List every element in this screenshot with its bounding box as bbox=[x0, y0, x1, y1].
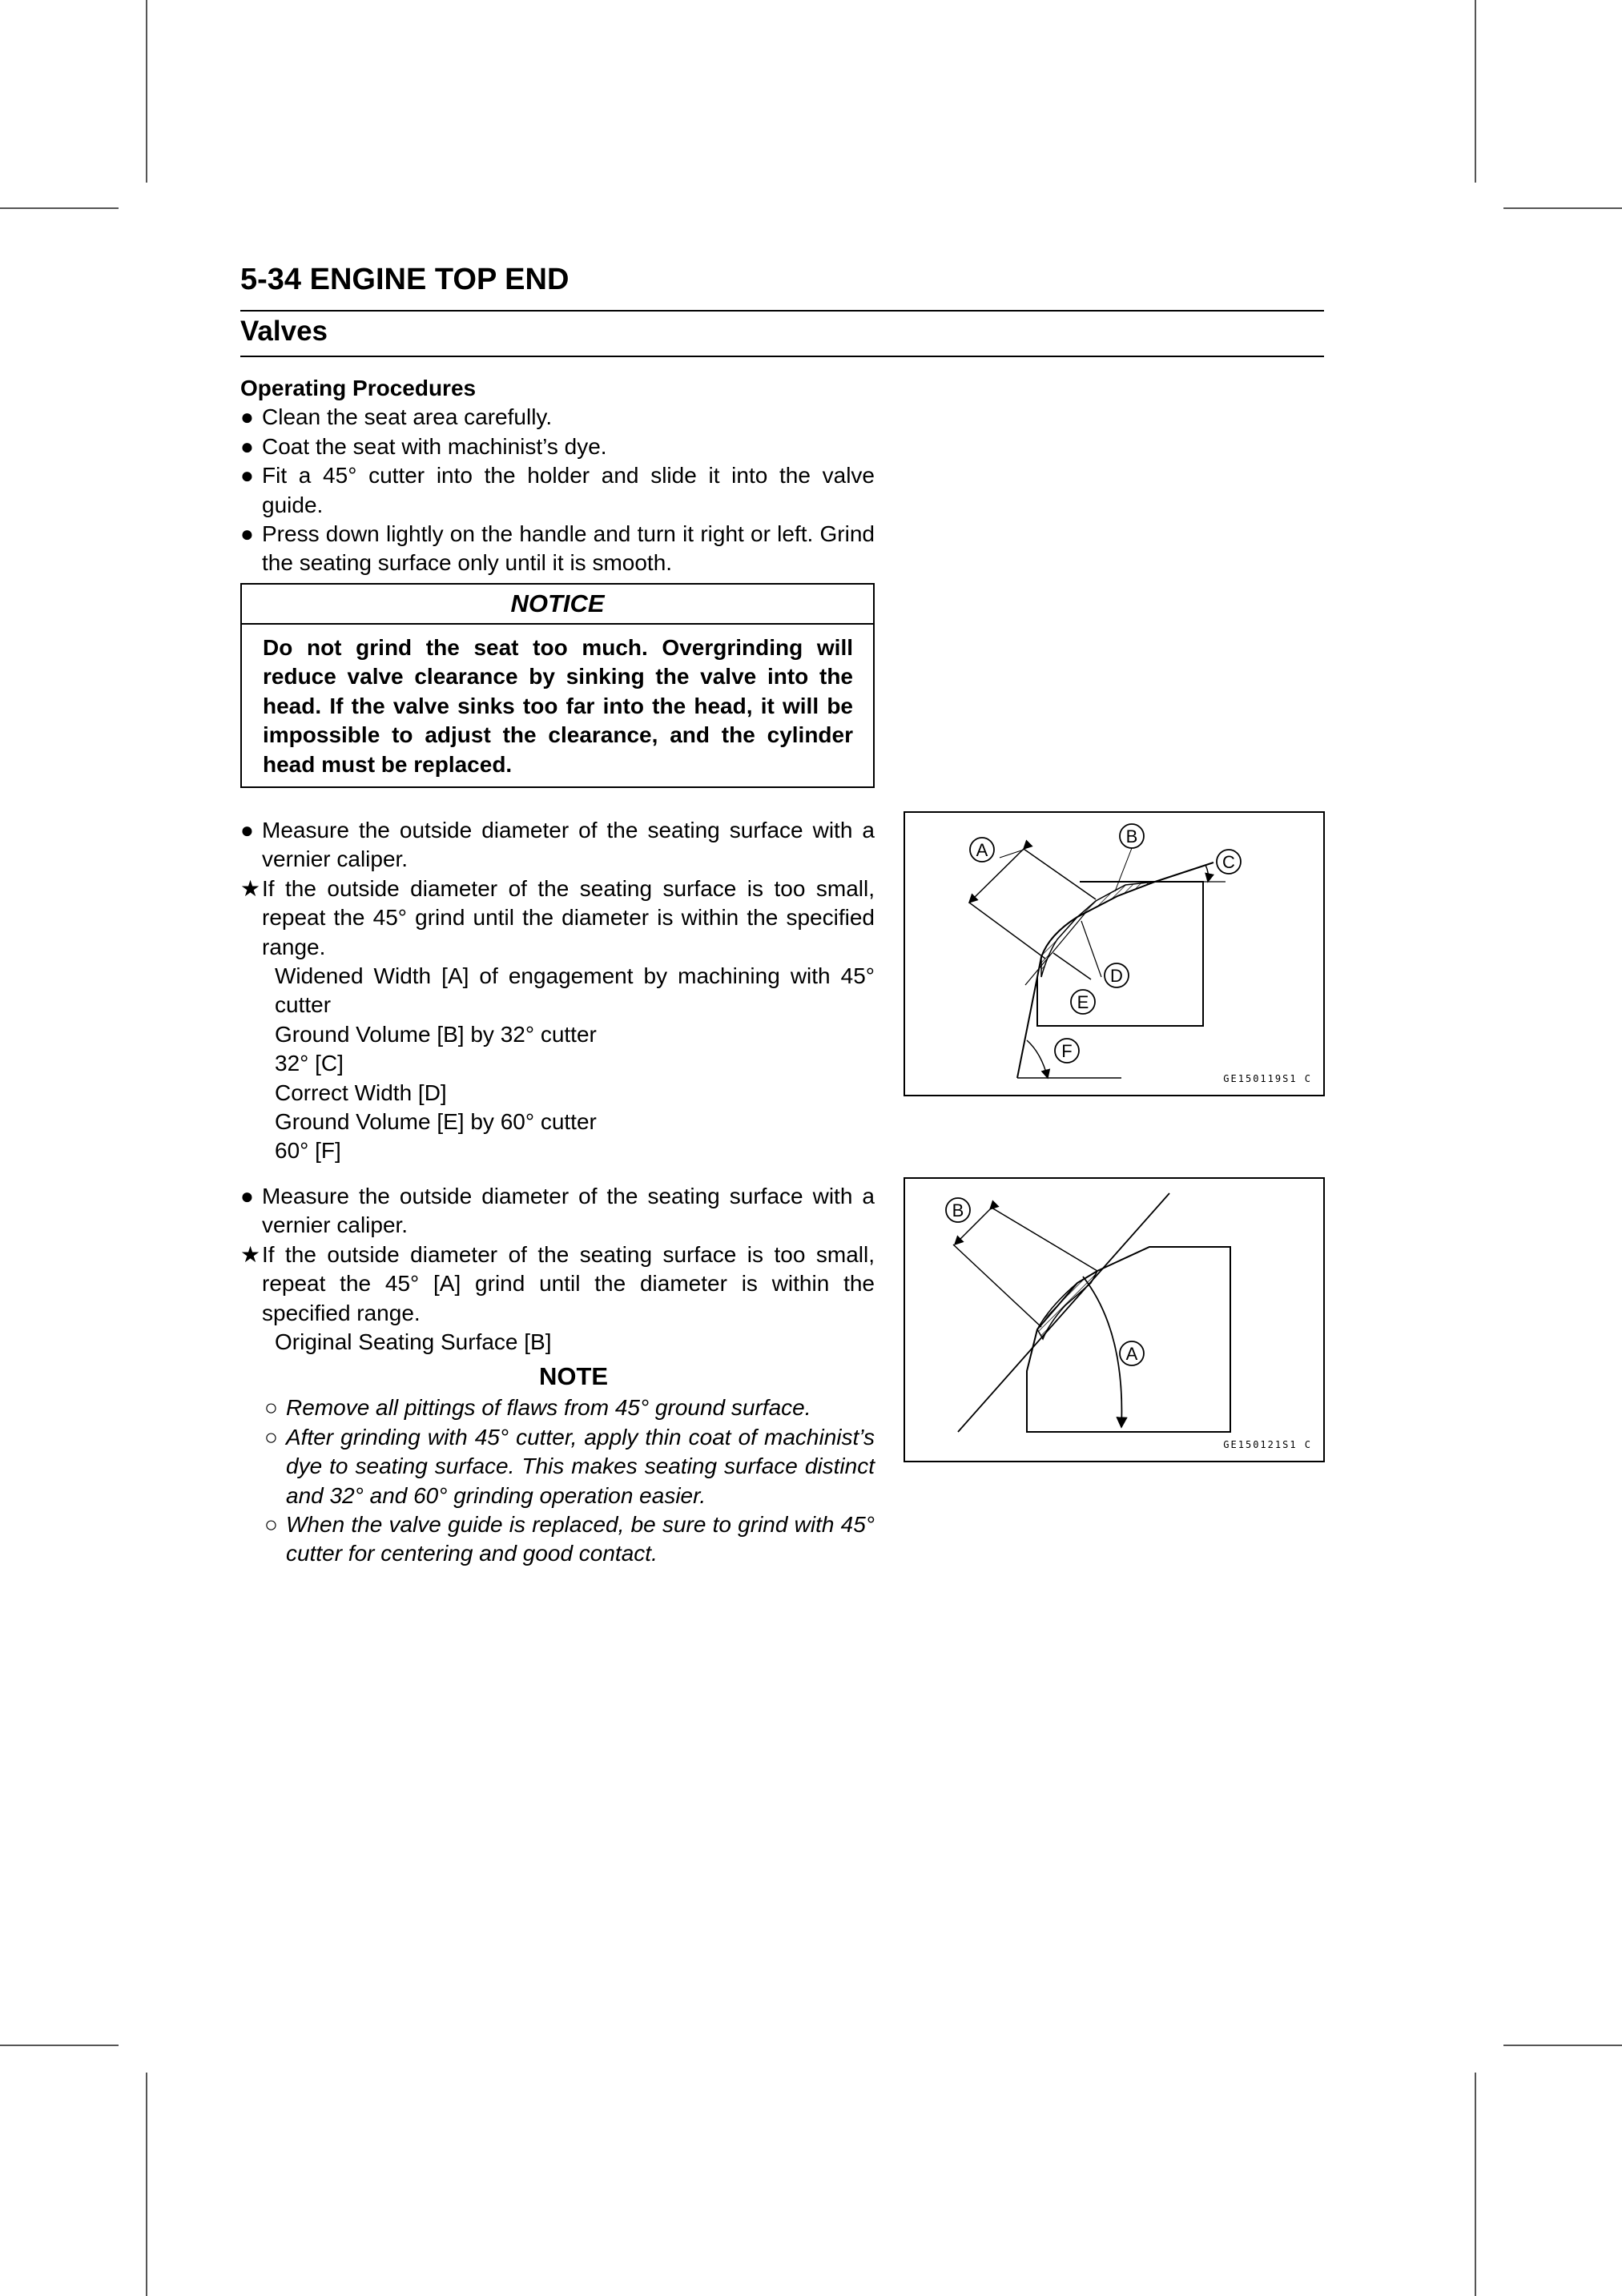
label-a bbox=[970, 838, 994, 862]
figure-code: GE150119S1 C bbox=[1223, 1073, 1312, 1084]
legend-item: Correct Width [D] bbox=[275, 1080, 447, 1105]
condition-step: ★ If the outside diameter of the seating surface is too small, repeat the 45° grind until the diameter is within the specified range. bbox=[240, 875, 875, 959]
subheading: Operating Procedures bbox=[240, 376, 477, 400]
svg-text:B: B bbox=[1125, 826, 1138, 846]
bullet-icon: ● bbox=[240, 1184, 254, 1208]
procedure-step: ● Coat the seat with machinist’s dye. bbox=[240, 432, 875, 461]
measurement-block-1 bbox=[240, 816, 875, 1166]
label-d bbox=[1105, 963, 1129, 987]
circle-bullet-icon: ○ bbox=[264, 1395, 278, 1421]
svg-text:A: A bbox=[1125, 1344, 1138, 1364]
legend-item: Ground Volume [B] by 32° cutter bbox=[275, 1021, 597, 1047]
label-c bbox=[1217, 850, 1241, 874]
notice-box bbox=[240, 583, 875, 788]
condition-step: ★ If the outside diameter of the seating surface is too small, repeat the 45° [A] grind until the diameter is within the specified range. bbox=[240, 1241, 875, 1325]
note-item: ○ When the valve guide is replaced, be sure to grind with 45° cutter for centering and good contact. bbox=[264, 1512, 875, 1566]
bullet-icon: ● bbox=[240, 463, 254, 489]
crop-mark bbox=[1475, 0, 1476, 183]
bullet-icon: ● bbox=[240, 521, 254, 547]
header-rule bbox=[240, 310, 1324, 312]
label-b bbox=[946, 1198, 970, 1222]
legend-item: 32° [C] bbox=[275, 1051, 344, 1076]
star-icon: ★ bbox=[240, 1241, 261, 1267]
legend-item: Original Seating Surface [B] bbox=[275, 1329, 552, 1355]
bullet-icon: ● bbox=[240, 404, 254, 430]
legend-item: 60° [F] bbox=[275, 1138, 341, 1164]
figure-code: GE150121S1 C bbox=[1223, 1439, 1312, 1450]
crop-mark bbox=[146, 0, 147, 183]
circle-bullet-icon: ○ bbox=[264, 1424, 278, 1450]
note-item: ○ Remove all pittings of flaws from 45° ground surface. bbox=[264, 1393, 875, 1422]
label-f bbox=[1055, 1039, 1079, 1063]
label-a bbox=[1120, 1341, 1144, 1365]
crop-mark bbox=[1503, 207, 1622, 209]
valve-seat-diagram bbox=[905, 1179, 1323, 1461]
svg-text:A: A bbox=[976, 840, 988, 860]
note-title: NOTE bbox=[538, 1362, 609, 1391]
legend-item: Widened Width [A] of engagement by machining with 45° cutter bbox=[275, 963, 875, 1018]
svg-text:B: B bbox=[952, 1200, 964, 1220]
crop-mark bbox=[1475, 2073, 1476, 2296]
svg-text:E: E bbox=[1077, 992, 1089, 1012]
measure-step: ● Measure the outside diameter of the seating surface with a vernier caliper. bbox=[240, 818, 875, 872]
procedure-step: ● Clean the seat area carefully. bbox=[240, 403, 875, 432]
svg-text:C: C bbox=[1222, 852, 1235, 872]
notice-title: NOTICE bbox=[242, 585, 873, 625]
measure-step: ● Measure the outside diameter of the seating surface with a vernier caliper. bbox=[240, 1184, 875, 1238]
procedure-step: ● Fit a 45° cutter into the holder and slide it into the valve guide. bbox=[240, 463, 875, 517]
notice-body: Do not grind the seat too much. Overgrinding will reduce valve clearance by sinking the valve into the head. If the valve sinks too far into the head, it will be impossible to adjust the clearance, and the cylinder head must be replaced. bbox=[263, 635, 853, 777]
valve-seat-cutting-figure bbox=[904, 811, 1325, 1096]
crop-mark bbox=[0, 207, 119, 209]
legend-item: Ground Volume [E] by 60° cutter bbox=[275, 1109, 597, 1135]
section-rule bbox=[240, 356, 1324, 357]
bullet-icon: ● bbox=[240, 433, 254, 459]
star-icon: ★ bbox=[240, 875, 261, 901]
original-seating-surface-figure bbox=[904, 1177, 1325, 1462]
svg-text:F: F bbox=[1061, 1041, 1073, 1061]
svg-text:D: D bbox=[1110, 966, 1123, 986]
bullet-icon: ● bbox=[240, 818, 254, 842]
procedure-step: ● Press down lightly on the handle and turn it right or left. Grind the seating surface only until it is smooth. bbox=[240, 521, 875, 576]
page-title: 5-34 ENGINE TOP END bbox=[240, 263, 570, 296]
crop-mark bbox=[0, 2045, 119, 2046]
label-b bbox=[1120, 824, 1144, 848]
operating-procedures bbox=[240, 374, 875, 578]
measurement-block-2 bbox=[240, 1182, 875, 1569]
section-title: Valves bbox=[240, 316, 328, 347]
label-e bbox=[1071, 990, 1095, 1014]
crop-mark bbox=[1503, 2045, 1622, 2046]
crop-mark bbox=[146, 2073, 147, 2296]
circle-bullet-icon: ○ bbox=[264, 1512, 278, 1538]
note-item: ○ After grinding with 45° cutter, apply thin coat of machinist’s dye to seating surface. This makes seating surface distinct and 32° and 60° grinding operation easier. bbox=[264, 1424, 875, 1508]
valve-seat-diagram bbox=[905, 813, 1323, 1095]
